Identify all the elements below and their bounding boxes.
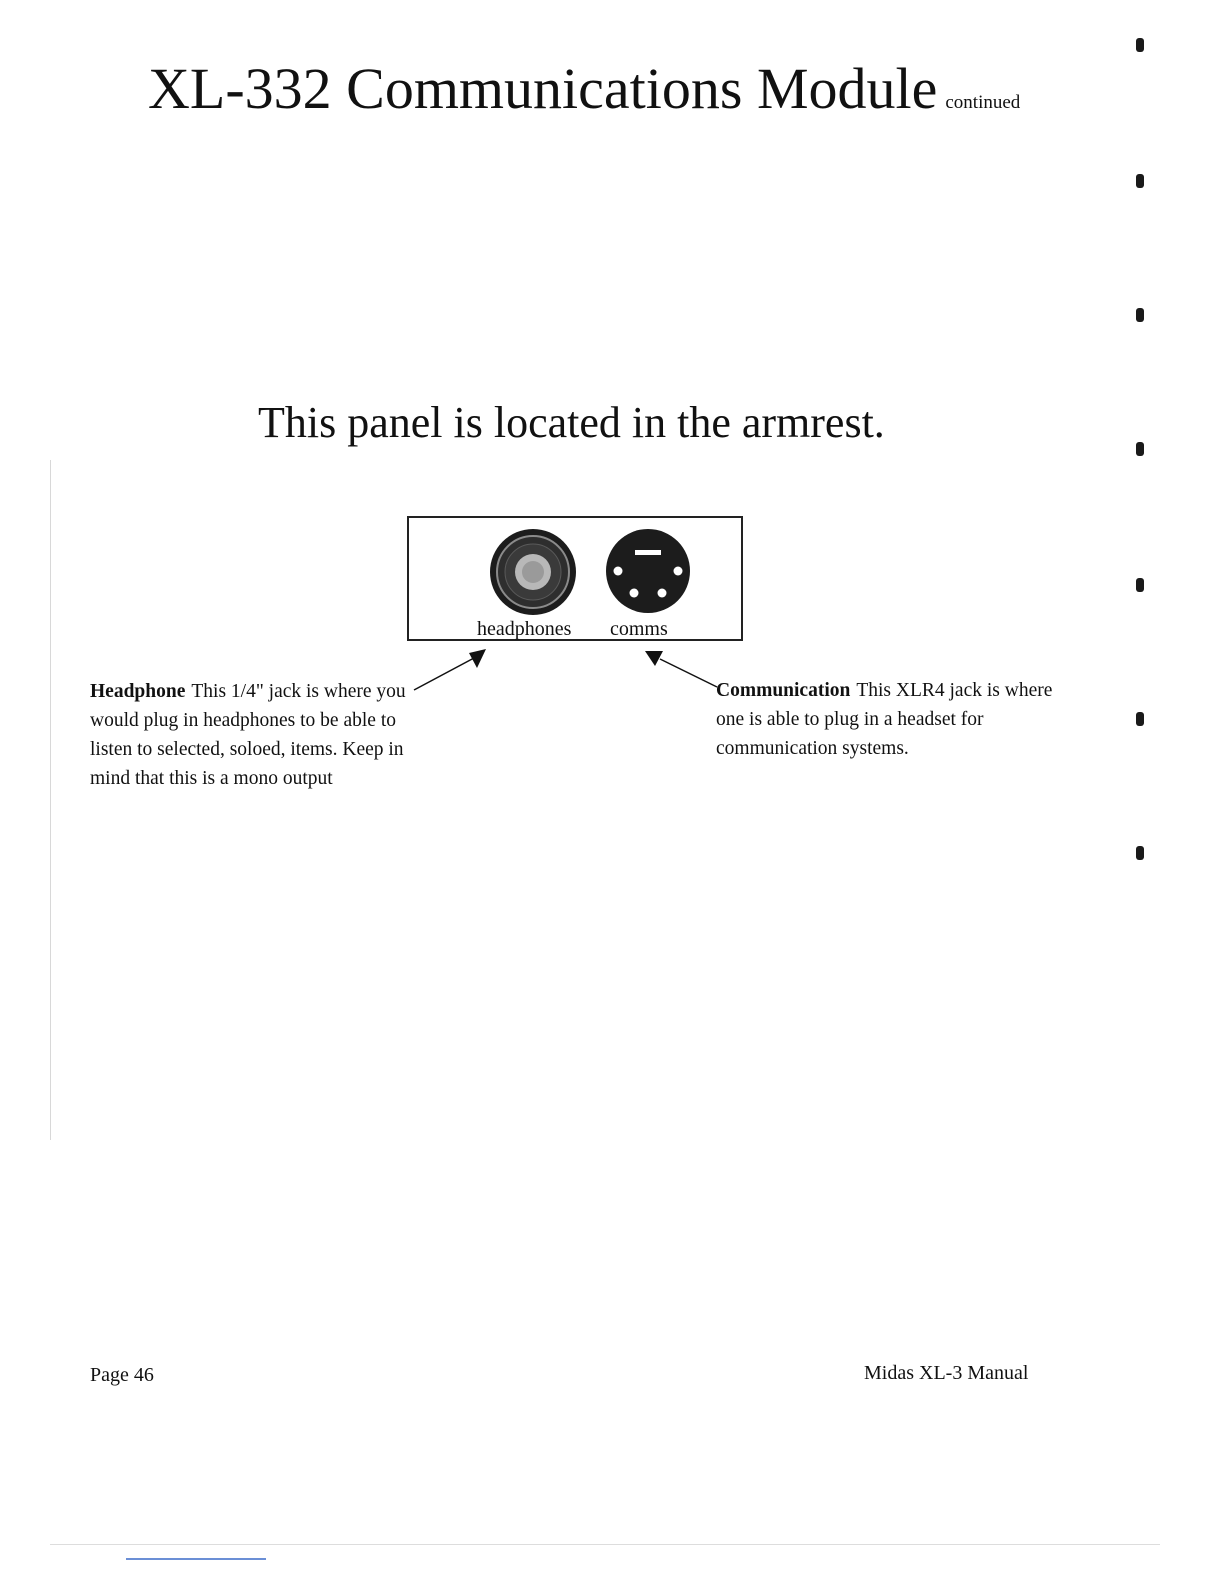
manual-name: Midas XL-3 Manual — [864, 1362, 1029, 1384]
binder-hole-mark — [1136, 578, 1144, 592]
page-title-suffix: continued — [945, 92, 1021, 113]
headphone-term: Headphone — [90, 681, 186, 702]
scan-edge-line — [50, 460, 51, 1140]
binder-hole-mark — [1136, 38, 1144, 52]
binder-hole-mark — [1136, 442, 1144, 456]
communication-description — [716, 676, 1056, 763]
headphone-callout-arrow — [414, 649, 486, 690]
headphones-jack-label: headphones — [477, 618, 572, 640]
scan-blue-mark — [126, 1558, 266, 1560]
headphone-description — [90, 677, 420, 793]
scan-bottom-line — [50, 1544, 1160, 1545]
page-number: Page 46 — [90, 1364, 154, 1386]
binder-hole-mark — [1136, 308, 1144, 322]
binder-hole-mark — [1136, 174, 1144, 188]
headphone-text: This 1/4" jack is where you would plug in headphones to be able to listen to selected, soloed, items. Keep in mind that this is a mono output — [90, 681, 406, 789]
binder-hole-mark — [1136, 712, 1144, 726]
page-title-text: XL-332 Communications Module — [148, 56, 938, 121]
communication-term: Communication — [716, 680, 851, 701]
communication-text: This XLR4 jack is where one is able to plug in a headset for communication systems. — [716, 680, 1053, 759]
binder-holes — [1132, 38, 1152, 878]
communication-callout-arrow — [645, 651, 717, 687]
binder-hole-mark — [1136, 846, 1144, 860]
comms-jack-label: comms — [610, 618, 668, 640]
panel-location-heading: This panel is located in the armrest. — [258, 398, 885, 447]
